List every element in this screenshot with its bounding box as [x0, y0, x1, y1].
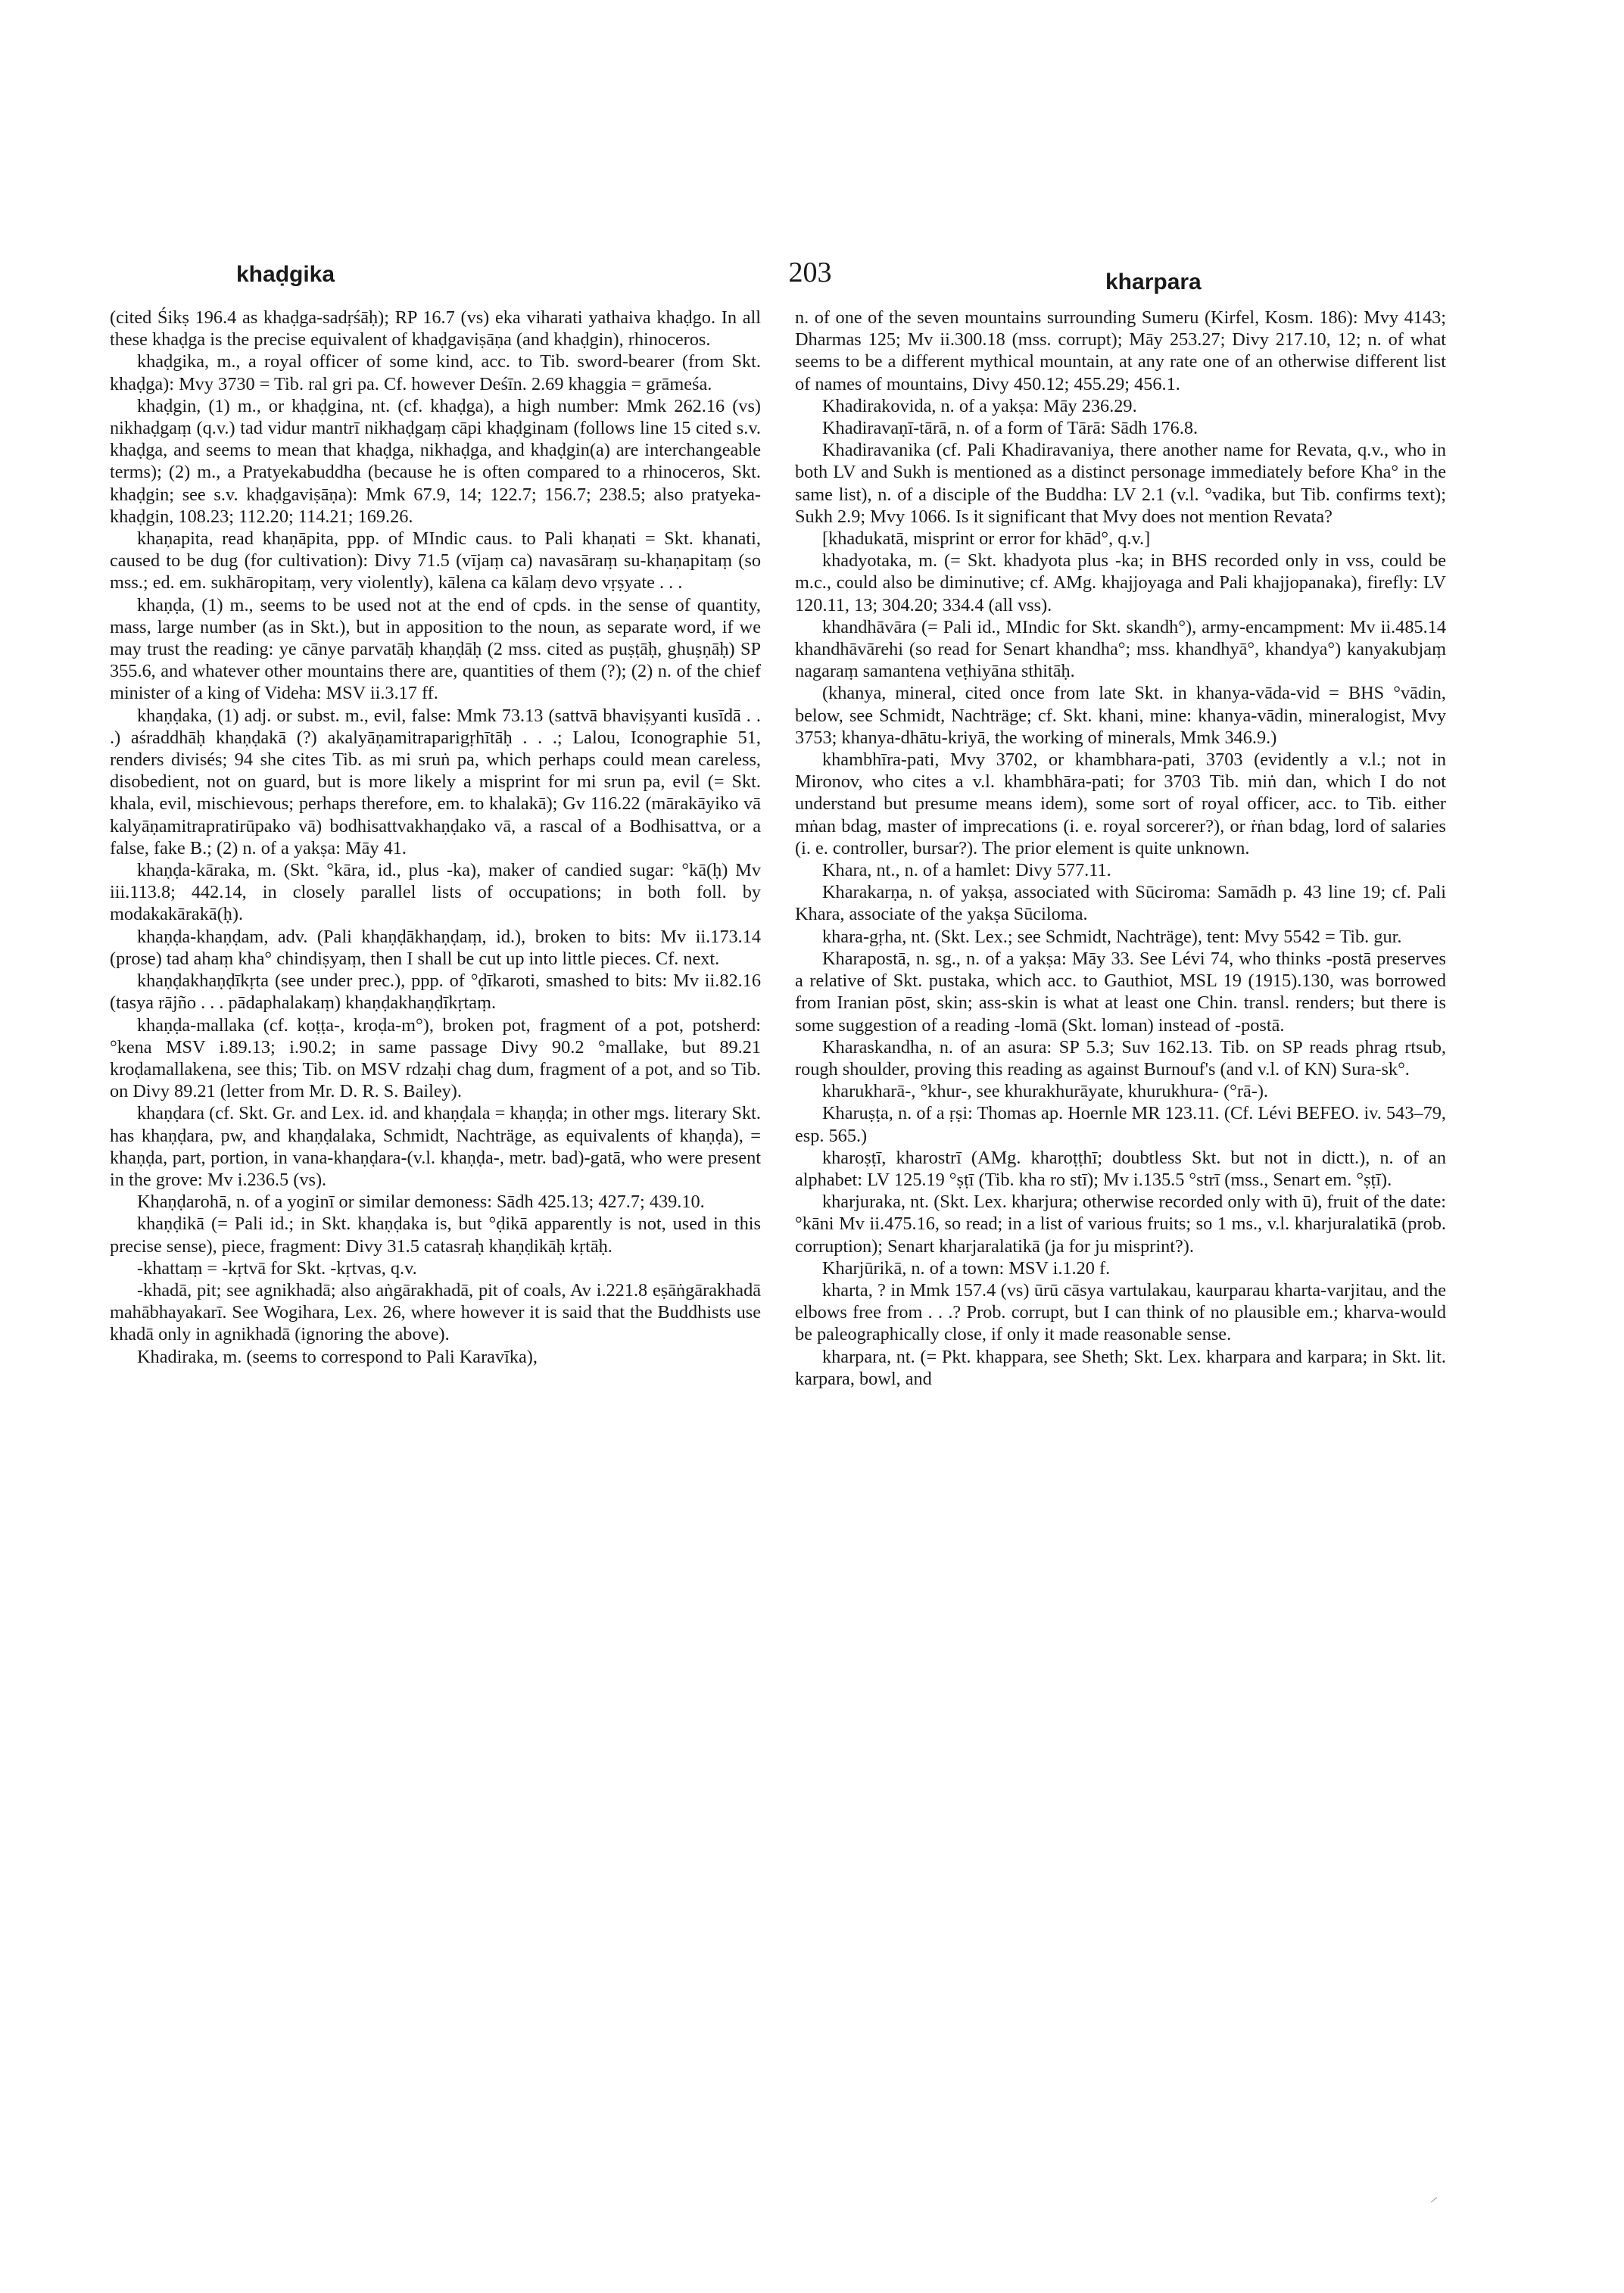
dictionary-entry: khaṇḍara (cf. Skt. Gr. and Lex. id. and khaṇḍala = khaṇḍa; in other mgs. literary Skt. has khaṇḍara, pw, and khaṇḍalaka, Schmidt, Nachträge, as equivalents of khaṇḍa), = khaṇḍa, part, portion, in vana-khaṇḍara-(v.l. khaṇḍa-, metr. bad)-gatā, who were present in the grove: Mv i.236.5 (vs). — [110, 1103, 761, 1190]
dictionary-entry: Kharuṣṭa, n. of a ṛṣi: Thomas ap. Hoernle MR 123.11. (Cf. Lévi BEFEO. iv. 543–79, esp. 565.) — [795, 1103, 1446, 1146]
dictionary-entry: Khaṇḍarohā, n. of a yoginī or similar demoness: Sādh 425.13; 427.7; 439.10. — [137, 1192, 705, 1213]
dictionary-entry: Kharaskandha, n. of an asura: SP 5.3; Suv 162.13. Tib. on SP reads phrag rtsub, rough shoulder, proving this reading as against Burnouf's (and v.l. of KN) Sura-sk°. — [795, 1036, 1446, 1080]
dictionary-entry: -khattaṃ = -kṛtvā for Skt. -kṛtvas, q.v. — [137, 1257, 417, 1279]
dictionary-entry: kharoṣṭī, kharostrī (AMg. kharoṭṭhī; doubtless Skt. but not in dictt.), n. of an alphabet: LV 125.19 °ṣṭī (Tib. kha ro stī); Mv i.135.5 °strī (mss., Senart em. °ṣṭī). — [795, 1147, 1446, 1190]
dictionary-entry: kharpara, nt. (= Pkt. khappara, see Sheth; Skt. Lex. kharpara and karpara; in Skt. lit. karpara, bowl, and — [795, 1346, 1446, 1389]
dictionary-entry: Khadiravanika (cf. Pali Khadiravaniya, there another name for Revata, q.v., who in both LV and Sukh is mentioned as a distinct personage immediately before Kha° in the same list), n. of a disciple of the Buddha: LV 2.1 (v.l. °vadika, but Tib. confirms text); Sukh 2.9; Mvy 1066. Is it significant that Mvy does not mention Revata? — [795, 440, 1446, 527]
dictionary-entry: khaṇḍa-mallaka (cf. koṭṭa-, kroḍa-m°), broken pot, fragment of a pot, potsherd: °kena MSV i.89.13; i.90.2; in same passage Divy 90.2 °mallake, but 89.21 kroḍamallakena, see this; Tib. on MSV rdzaḥi chag dum, fragment of a pot, and so Tib. on Divy 89.21 (letter from Mr. D. R. S. Bailey). — [110, 1014, 761, 1102]
dictionary-entry: khaṇḍaka, (1) adj. or subst. m., evil, false: Mmk 73.13 (sattvā bhaviṣyanti kusīdā . . .) aśraddhāḥ khaṇḍakā (?) akalyāṇamitraparigṛhītāḥ . . .; Lalou, Iconographie 51, renders divisés; 94 she cites Tib. as mi sruṅ pa, which perhaps could mean careless, disobedient, not on guard, but is more likely a misprint for mi srun pa, evil (= Skt. khala, evil, mischievous; perhaps therefore, em. to khalakā); Gv 116.22 (mārakāyiko vā kalyāṇamitrapratirūpako vā) bodhisattvakhaṇḍako vā, a rascal of a Bodhisattva, or a false, fake B.; (2) n. of a yakṣa: Māy 41. — [110, 705, 761, 858]
right-running-headword: kharpara — [1105, 269, 1202, 294]
dictionary-entry: khaṇḍa, (1) m., seems to be used not at the end of cpds. in the sense of quantity, mass, large number (as in Skt.), but in apposition to the noun, as separate word, if we may trust the reading: ye cānye parvatāḥ khaṇḍāḥ (2 mss. cited as puṣṭāḥ, ghuṣṇāḥ) SP 355.6, and whatever other mountains there are, quantities of them (?); (2) n. of the chief minister of a king of Videha: MSV ii.3.17 ff. — [110, 594, 761, 704]
running-header — [0, 256, 1624, 301]
stray-mark — [1431, 2197, 1439, 2204]
dictionary-entry: Kharjūrikā, n. of a town: MSV i.1.20 f. — [822, 1257, 1111, 1279]
dictionary-entry: khaṇḍakhaṇḍīkṛta (see under prec.), ppp. of °ḍīkaroti, smashed to bits: Mv ii.82.16 (tasya rājño . . . pādaphalakaṃ) khaṇḍakhaṇḍīkṛtaṃ. — [110, 970, 761, 1014]
dictionary-entry: khambhīra-pati, Mvy 3702, or khambhara-pati, 3703 (evidently a v.l.; not in Mironov, who cites a v.l. khambhāra-pati; for 3703 Tib. miṅ dan, which I do not understand but presume means idem), some sort of royal officer, acc. to Tib. either mṅan bdag, master of imprecations (i. e. royal sorcerer?), or ṙṅan bdag, lord of salaries (i. e. controller, bursar?). The prior element is quite unknown. — [795, 749, 1446, 858]
dictionary-entry: [khadukatā, misprint or error for khād°, q.v.] — [822, 528, 1151, 550]
dictionary-entry: khaṇḍikā (= Pali id.; in Skt. khaṇḍaka is, but °ḍikā apparently is not, used in this precise sense), piece, fragment: Divy 31.5 catasraḥ khaṇḍikāḥ kṛtāḥ. — [110, 1213, 761, 1257]
page-number: 203 — [788, 257, 832, 288]
dictionary-entry: Kharapostā, n. sg., n. of a yakṣa: Māy 33. See Lévi 74, who thinks -postā preserves a relative of Skt. pustaka, which acc. to Gauthiot, MSL 19 (1915).130, was borrowed from Iranian pōst, skin; ass-skin is what at least one Chin. transl. renders; but there is some suggestion of a reading -lomā (Skt. loman) instead of -postā. — [795, 948, 1446, 1036]
dictionary-entry: khara-gṛha, nt. (Skt. Lex.; see Schmidt, Nachträge), tent: Mvy 5542 = Tib. gur. — [822, 926, 1402, 947]
left-running-headword: khaḍgika — [236, 262, 335, 287]
dictionary-entry: Kharakarṇa, n. of yakṣa, associated with Sūciroma: Samādh p. 43 line 19; cf. Pali Khara, associate of the yakṣa Sūciloma. — [795, 882, 1446, 925]
dictionary-entry: khandhāvāra (= Pali id., MIndic for Skt. skandh°), army-encampment: Mv ii.485.14 khandhāvārehi (so read for Senart khandha°; mss. khandhyā°, khandya°) kanyakubjaṃ nagaraṃ samantena veṭhiyāna sthitāḥ. — [795, 616, 1446, 682]
dictionary-entry: (khanya, mineral, cited once from late Skt. in khanya-vāda-vid = BHS °vādin, below, see Schmidt, Nachträge; cf. Skt. khani, mine: khanya-vādin, mineralogist, Mvy 3753; khanya-dhātu-kriyā, the working of minerals, Mmk 346.9.) — [795, 683, 1446, 748]
dictionary-entry: khaḍgika, m., a royal officer of some kind, acc. to Tib. sword-bearer (from Skt. khaḍga): Mvy 3730 = Tib. ral gri pa. Cf. however Deśīn. 2.69 khaggia = grāmeśa. — [110, 351, 761, 394]
dictionary-entry: Khara, nt., n. of a hamlet: Divy 577.11. — [822, 860, 1111, 881]
dictionary-entry: n. of one of the seven mountains surrounding Sumeru (Kirfel, Kosm. 186): Mvy 4143; Dharmas 125; Mv ii.300.18 (mss. corrupt); Māy 253.27; Divy 217.10, 12; n. of what seems to be a different mythical mountain, at any rate one of an otherwise different list of names of mountains, Divy 450.12; 455.29; 456.1. — [795, 307, 1446, 394]
dictionary-entry: kharta, ? in Mmk 157.4 (vs) ūrū cāsya vartulakau, kaurparau kharta-varjitau, and the elbows free from . . .? Prob. corrupt, but I can think of no plausible em.; kharva-would be paleographically close, if only it made reasonable sense. — [795, 1279, 1446, 1345]
left-column — [110, 307, 761, 1368]
dictionary-entry: khaṇḍa-kāraka, m. (Skt. °kāra, id., plus -ka), maker of candied sugar: °kā(ḥ) Mv iii.113.8; 442.14, in closely parallel lists of occupations; in both foll. by modakakārakā(ḥ). — [110, 860, 761, 925]
dictionary-entry: kharjuraka, nt. (Skt. Lex. kharjura; otherwise recorded only with ū), fruit of the date: °kāni Mv ii.475.16, so read; in a list of various fruits; so 1 ms., v.l. kharjuralatikā (prob. corruption); Senart kharjaralatikā (ja for ju misprint?). — [795, 1192, 1446, 1257]
dictionary-entry: khaḍgin, (1) m., or khaḍgina, nt. (cf. khaḍga), a high number: Mmk 262.16 (vs) nikhaḍgaṃ (q.v.) tad vidur mantrī nikhaḍgaṃ cāpi khaḍginam (follows line 15 cited s.v. khaḍga, and seems to mean that khaḍga, nikhaḍga, and khaḍgin(a) are interchangeable terms); (2) m., a Pratyekabuddha (because he is often compared to a rhinoceros, Skt. khaḍgin; see s.v. khaḍgaviṣāṇa): Mmk 67.9, 14; 122.7; 156.7; 238.5; also pratyeka-khaḍgin, 108.23; 112.20; 114.21; 169.26. — [110, 395, 761, 527]
dictionary-entry: khaṇapita, read khaṇāpita, ppp. of MIndic caus. to Pali khaṇati = Skt. khanati, caused to be dug (for cultivation): Divy 71.5 (vījaṃ ca) navasāraṃ su-khaṇapitaṃ (so mss.; ed. em. sukhāropitaṃ, very violently), kālena ca kālaṃ devo vṛṣyate . . . — [110, 528, 761, 594]
dictionary-entry: Khadiravaṇī-tārā, n. of a form of Tārā: Sādh 176.8. — [822, 418, 1199, 439]
dictionary-entry: kharukharā-, °khur-, see khurakhurāyate, khurukhura- (°rā-). — [822, 1081, 1268, 1102]
dictionary-entry: -khadā, pit; see agnikhadā; also aṅgārakhadā, pit of coals, Av i.221.8 eṣāṅgārakhadā mahābhayakarī. See Wogihara, Lex. 26, where however it is said that the Buddhists use khadā only in agnikhadā (ignoring the above). — [110, 1279, 761, 1345]
dictionary-entry: Khadirakovida, n. of a yakṣa: Māy 236.29. — [822, 395, 1137, 416]
dictionary-entry: khadyotaka, m. (= Skt. khadyota plus -ka; in BHS recorded only in vss, could be m.c., could also be diminutive; cf. AMg. khajjoyaga and Pali khajjopanaka), firefly: LV 120.11, 13; 304.20; 334.4 (all vss). — [795, 550, 1446, 615]
dictionary-entry: khaṇḍa-khaṇḍam, adv. (Pali khaṇḍākhaṇḍaṃ, id.), broken to bits: Mv ii.173.14 (prose) tad ahaṃ kha° chindiṣyaṃ, then I shall be cut up into little pieces. Cf. next. — [110, 926, 761, 969]
dictionary-entry: Khadiraka, m. (seems to correspond to Pali Karavīka), — [137, 1346, 538, 1367]
dictionary-entry: (cited Śikṣ 196.4 as khaḍga-sadṛśāḥ); RP 16.7 (vs) eka viharati yathaiva khaḍgo. In all these khaḍga is the precise equivalent of khaḍgaviṣāṇa (and khaḍgin), rhinoceros. — [110, 307, 761, 350]
right-column — [795, 307, 1446, 1390]
